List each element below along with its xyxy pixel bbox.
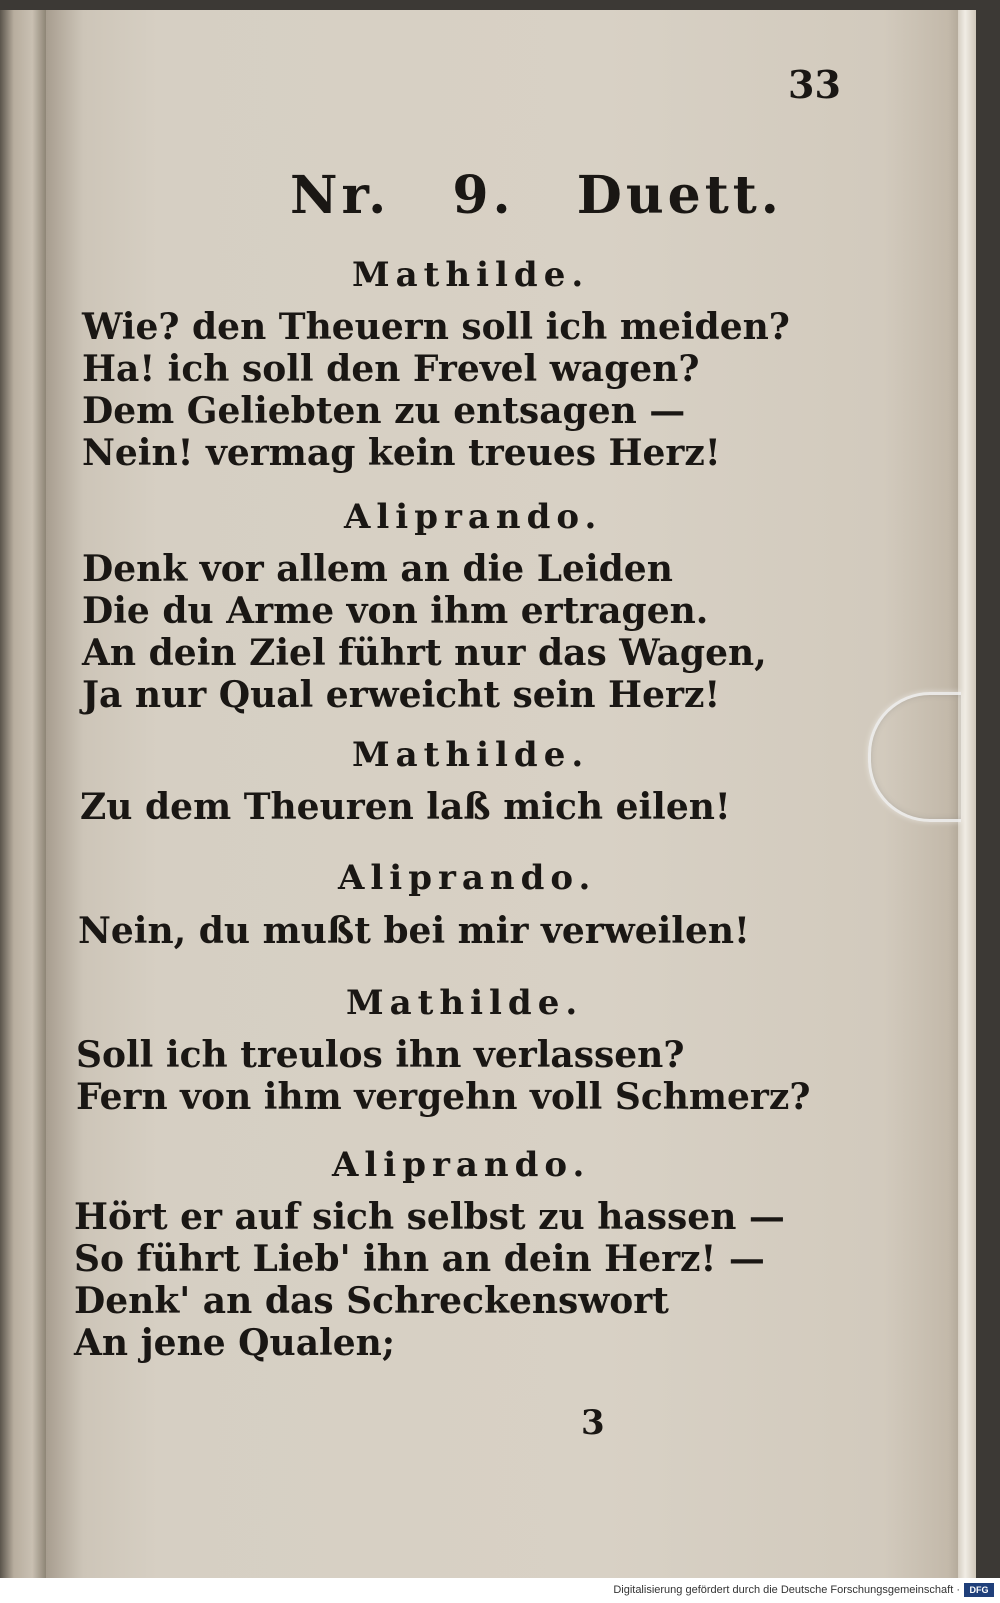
verse-line: Dem Geliebten zu entsagen — (82, 390, 686, 432)
verse-line: An dein Ziel führt nur das Wagen, (82, 632, 767, 674)
speaker-name: Mathilde. (352, 255, 590, 295)
verse-block (76, 1034, 810, 1118)
verse-line: Ha! ich soll den Frevel wagen? (82, 348, 700, 390)
speaker-name: Aliprando. (338, 858, 597, 898)
speaker-name: Aliprando. (332, 1145, 591, 1185)
verse-block (80, 786, 731, 828)
verse-line: Hört er auf sich selbst zu hassen — (74, 1196, 785, 1238)
verse-block (74, 1196, 785, 1364)
verse-line: Zu dem Theuren laß mich eilen! (80, 786, 731, 828)
verse-line: Die du Arme von ihm ertragen. (82, 590, 709, 632)
verse-line: Nein! vermag kein treues Herz! (82, 432, 721, 474)
footer-bar (0, 1578, 1000, 1603)
page-title: Nr. 9. Duett. (290, 165, 783, 226)
speaker-name: Aliprando. (344, 497, 603, 537)
verse-line: Wie? den Theuern soll ich meiden? (82, 306, 790, 348)
signature-mark: 3 (581, 1403, 605, 1443)
verse-block (82, 306, 790, 474)
verse-line: Nein, du mußt bei mir verweilen! (78, 910, 750, 952)
verse-line: Denk' an das Schreckenswort (74, 1280, 669, 1322)
verse-line: Denk vor allem an die Leiden (82, 548, 673, 590)
verse-line: Fern von ihm vergehn voll Schmerz? (76, 1076, 811, 1118)
speaker-name: Mathilde. (352, 735, 590, 775)
verse-line: An jene Qualen; (74, 1322, 396, 1364)
footer-credit: Digitalisierung gefördert durch die Deutsche Forschungsgemeinschaft · (613, 1584, 960, 1596)
verse-block (78, 910, 750, 952)
verse-line: So führt Lieb' ihn an dein Herz! — (74, 1238, 765, 1280)
speaker-name: Mathilde. (346, 983, 584, 1023)
verse-block (82, 548, 767, 716)
dfg-logo: DFG (964, 1583, 994, 1597)
verse-line: Soll ich treulos ihn verlassen? (76, 1034, 685, 1076)
verse-line: Ja nur Qual erweicht sein Herz! (82, 674, 721, 716)
page-number: 33 (788, 62, 841, 107)
left-page-edge (0, 10, 46, 1578)
